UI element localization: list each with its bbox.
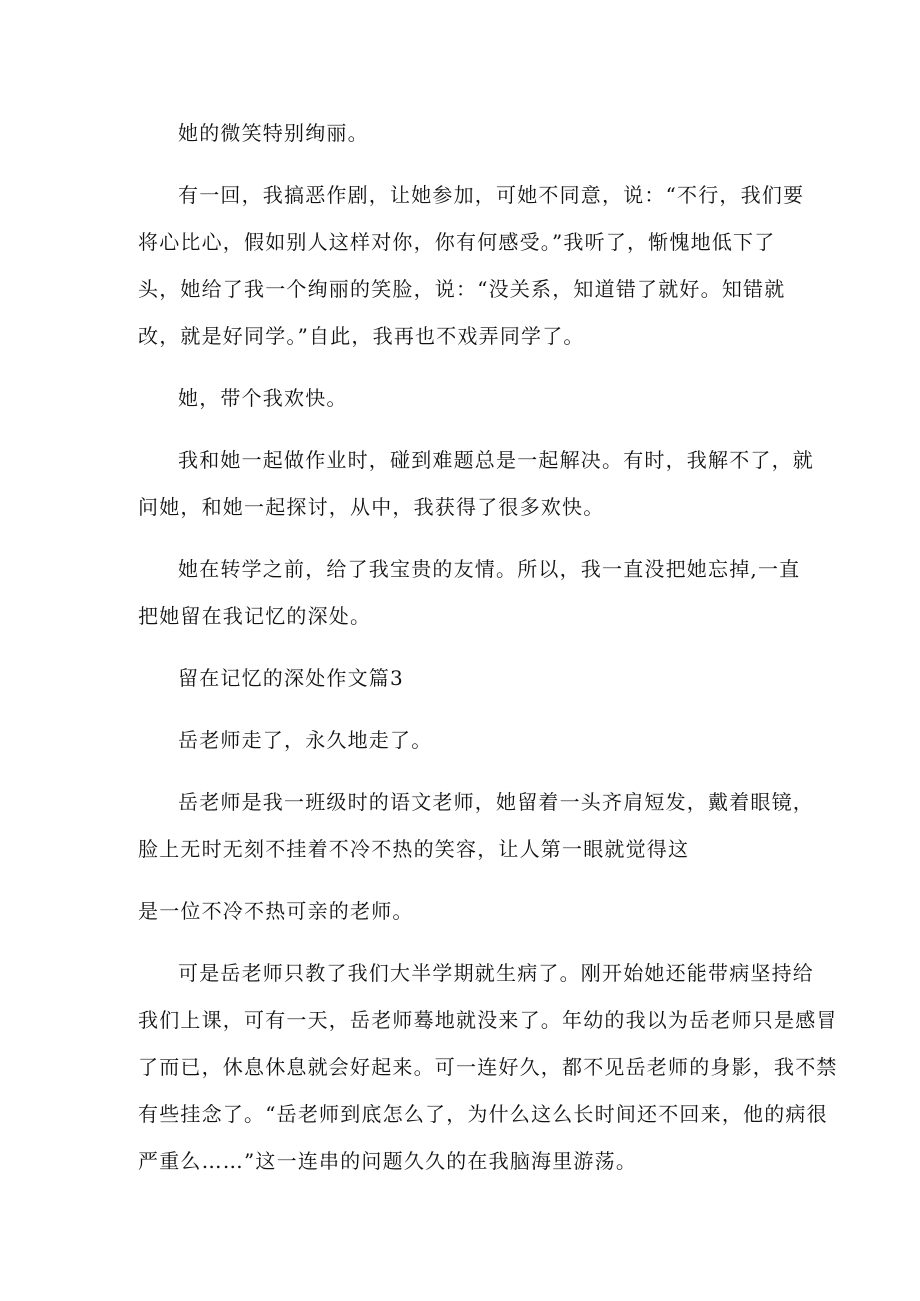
paragraph-line: 了而已，休息休息就会好起来。可一连好久，都不见岳老师的身影，我不禁 xyxy=(138,1055,838,1079)
paragraph-line: 岳老师走了，永久地走了。 xyxy=(178,728,433,752)
paragraph-line: 将心比心，假如别人这样对你，你有何感受。”我听了，惭愧地低下了 xyxy=(138,230,776,254)
paragraph-line: 她在转学之前，给了我宝贵的友情。所以，我一直没把她忘掉,一直 xyxy=(178,557,801,581)
paragraph-line: 问她，和她一起探讨，从中，我获得了很多欢快。 xyxy=(138,495,605,519)
paragraph-line: 严重么……”这一连串的问题久久的在我脑海里游荡。 xyxy=(138,1149,638,1173)
paragraph-line: 可是岳老师只教了我们大半学期就生病了。刚开始她还能带病坚持给 xyxy=(178,961,814,985)
paragraph-line: 岳老师是我一班级时的语文老师，她留着一头齐肩短发，戴着眼镜， xyxy=(178,790,814,814)
paragraph-line: 是一位不冷不热可亲的老师。 xyxy=(138,899,414,923)
paragraph-line: 她的微笑特别绚丽。 xyxy=(178,121,369,145)
paragraph-line: 有些挂念了。“岳老师到底怎么了，为什么这么长时间还不回来，他的病很 xyxy=(138,1102,828,1126)
paragraph-line: 有一回，我搞恶作剧，让她参加，可她不同意，说：“不行，我们要 xyxy=(178,183,805,207)
paragraph-line: 脸上无时无刻不挂着不冷不热的笑容，让人第一眼就觉得这 xyxy=(138,837,690,861)
paragraph-line: 改，就是好同学。”自此，我再也不戏弄同学了。 xyxy=(138,324,585,348)
paragraph-line: 她，带个我欢快。 xyxy=(178,386,348,410)
section-heading: 留在记忆的深处作文篇3 xyxy=(178,666,404,690)
paragraph-line: 我和她一起做作业时，碰到难题总是一起解决。有时，我解不了，就 xyxy=(178,448,814,472)
paragraph-line: 头，她给了我一个绚丽的笑脸，说：“没关系，知道错了就好。知错就 xyxy=(138,277,786,301)
paragraph-line: 我们上课，可有一天，岳老师蓦地就没来了。年幼的我以为岳老师只是感冒 xyxy=(138,1008,838,1032)
paragraph-line: 把她留在我记忆的深处。 xyxy=(138,604,372,628)
